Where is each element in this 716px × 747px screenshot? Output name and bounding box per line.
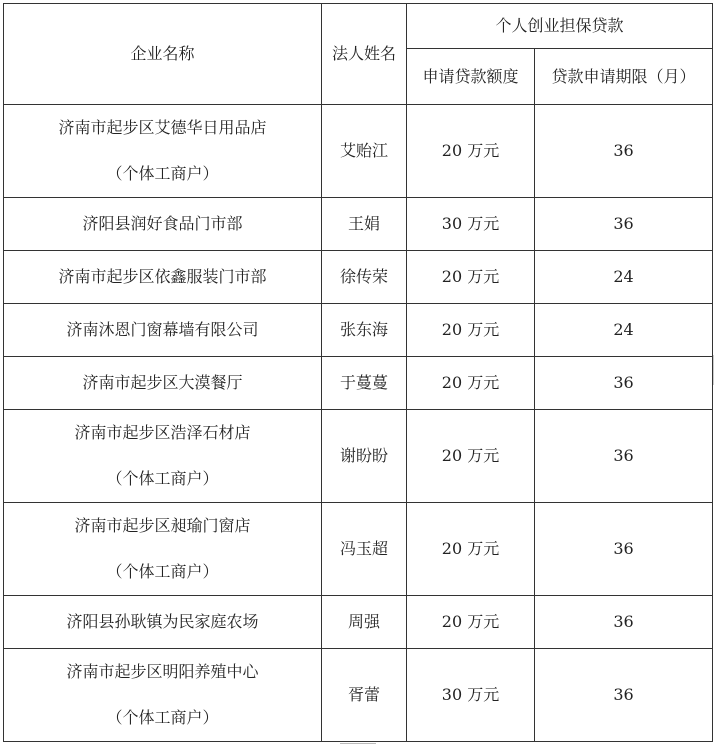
amount-cell: 20 万元 xyxy=(407,251,535,304)
company-cell xyxy=(4,410,322,503)
person-cell: 徐传荣 xyxy=(322,251,407,304)
company-note: （个体工商户） xyxy=(106,469,219,488)
header-company-name: 企业名称 xyxy=(4,4,322,105)
person-cell: 周强 xyxy=(322,596,407,649)
person-cell: 艾贻江 xyxy=(322,105,407,198)
company-cell xyxy=(4,251,322,304)
company-cell xyxy=(4,503,322,596)
company-name: 济南市起步区浩泽石材店 xyxy=(74,423,251,442)
term-cell: 36 xyxy=(535,503,713,596)
company-name: 济南市起步区依鑫服装门市部 xyxy=(58,267,267,287)
header-loan-amount: 申请贷款额度 xyxy=(407,49,535,105)
person-cell: 胥蕾 xyxy=(322,649,407,742)
amount-cell: 20 万元 xyxy=(407,503,535,596)
term-cell: 36 xyxy=(535,596,713,649)
table-header xyxy=(4,4,713,105)
amount-cell: 30 万元 xyxy=(407,649,535,742)
amount-cell: 20 万元 xyxy=(407,596,535,649)
table-row xyxy=(4,649,713,742)
company-cell xyxy=(4,357,322,410)
company-cell xyxy=(4,304,322,357)
company-note: （个体工商户） xyxy=(106,164,219,183)
company-note: （个体工商户） xyxy=(106,708,219,727)
person-cell: 于蔓蔓 xyxy=(322,357,407,410)
company-name: 济阳县孙耿镇为民家庭农场 xyxy=(66,612,259,632)
term-cell: 36 xyxy=(535,105,713,198)
company-name: 济南市起步区大漠餐厅 xyxy=(82,373,243,393)
person-cell: 谢盼盼 xyxy=(322,410,407,503)
company-name: 济南市起步区艾德华日用品店 xyxy=(58,118,267,137)
company-cell xyxy=(4,596,322,649)
right-edge-mark xyxy=(713,355,714,385)
bottom-edge-mark xyxy=(340,743,376,744)
company-name: 济阳县润好食品门市部 xyxy=(82,214,243,234)
person-cell: 冯玉超 xyxy=(322,503,407,596)
table-row xyxy=(4,304,713,357)
table-row xyxy=(4,198,713,251)
company-name: 济南沐恩门窗幕墙有限公司 xyxy=(66,320,259,340)
header-group-title: 个人创业担保贷款 xyxy=(407,4,713,49)
table-row xyxy=(4,503,713,596)
term-cell: 36 xyxy=(535,410,713,503)
term-cell: 36 xyxy=(535,198,713,251)
table-body xyxy=(4,105,713,742)
amount-cell: 20 万元 xyxy=(407,304,535,357)
amount-cell: 30 万元 xyxy=(407,198,535,251)
company-name: 济南市起步区明阳养殖中心 xyxy=(66,662,259,681)
amount-cell: 20 万元 xyxy=(407,410,535,503)
company-note: （个体工商户） xyxy=(106,562,219,581)
company-cell xyxy=(4,105,322,198)
company-name: 济南市起步区昶瑜门窗店 xyxy=(74,516,251,535)
term-cell: 36 xyxy=(535,357,713,410)
company-cell xyxy=(4,198,322,251)
header-row-top xyxy=(4,4,713,49)
table-row xyxy=(4,251,713,304)
header-legal-person: 法人姓名 xyxy=(322,4,407,105)
amount-cell: 20 万元 xyxy=(407,357,535,410)
amount-cell: 20 万元 xyxy=(407,105,535,198)
table-row xyxy=(4,596,713,649)
term-cell: 24 xyxy=(535,251,713,304)
term-cell: 24 xyxy=(535,304,713,357)
table-row xyxy=(4,105,713,198)
company-cell xyxy=(4,649,322,742)
header-loan-term: 贷款申请期限（月） xyxy=(535,49,713,105)
table-row xyxy=(4,357,713,410)
person-cell: 王娟 xyxy=(322,198,407,251)
loan-table xyxy=(3,3,713,742)
term-cell: 36 xyxy=(535,649,713,742)
person-cell: 张东海 xyxy=(322,304,407,357)
table-row xyxy=(4,410,713,503)
